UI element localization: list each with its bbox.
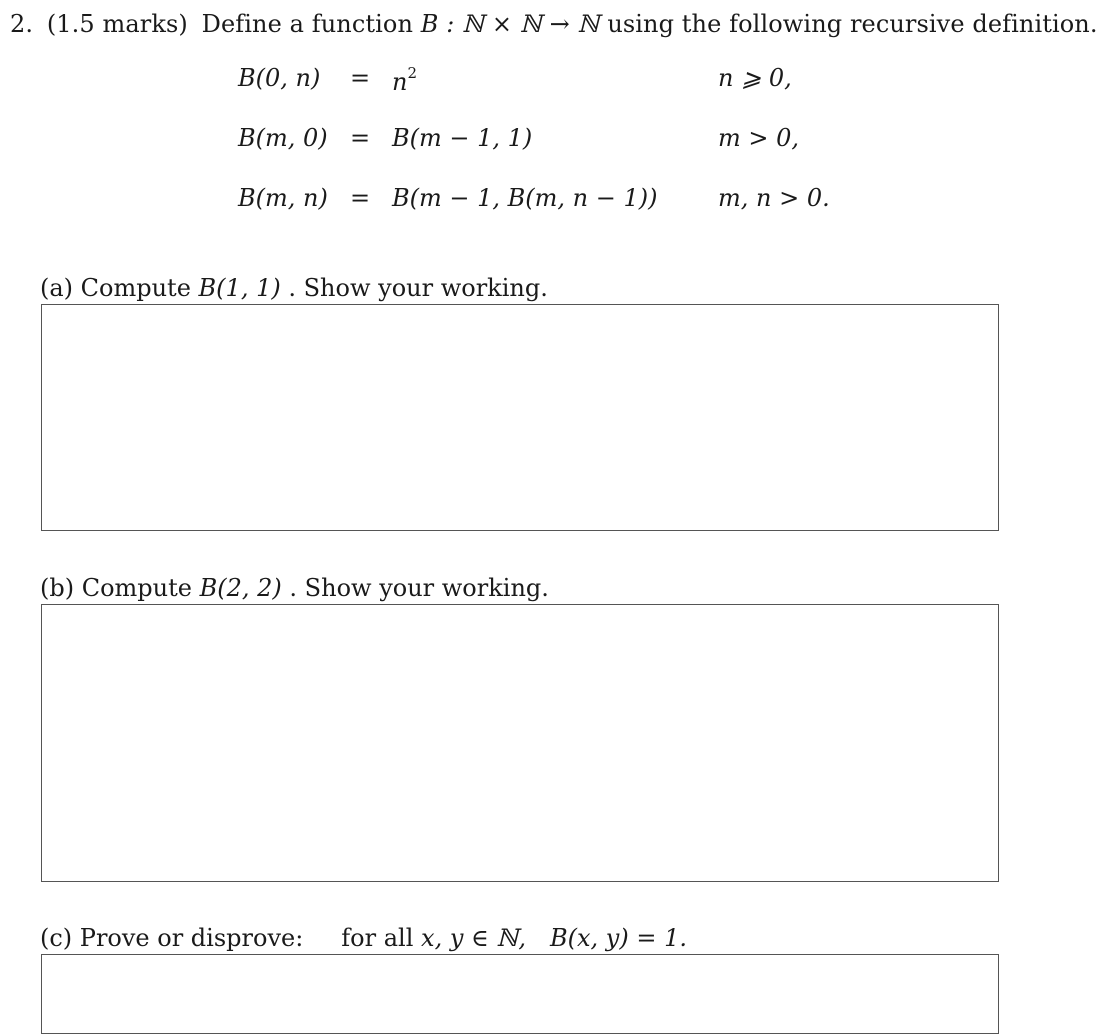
- part-c-statement-prefix: for all: [341, 924, 414, 952]
- part-b-tail: . Show your working.: [289, 574, 549, 602]
- definition-row: [0, 184, 1024, 218]
- part-b-prompt: [40, 574, 549, 602]
- part-b-expression: B(2, 2): [199, 574, 282, 602]
- definition-rhs: [392, 64, 417, 96]
- part-b-label: (b) Compute: [40, 574, 192, 602]
- part-b-answer-box[interactable]: [41, 604, 999, 882]
- definition-equals: =: [350, 184, 371, 212]
- definition-equals: =: [350, 64, 371, 92]
- question-outro: using the following recursive definition.: [607, 10, 1098, 38]
- part-c-label: (c) Prove or disprove:: [40, 924, 304, 952]
- definition-row: [0, 124, 1024, 158]
- function-signature: B : ℕ × ℕ → ℕ: [420, 10, 600, 38]
- question-marks: (1.5 marks): [46, 10, 188, 38]
- definition-condition: n ⩾ 0,: [718, 64, 792, 92]
- part-a-answer-box[interactable]: [41, 304, 999, 531]
- question-intro: Define a function: [201, 10, 414, 38]
- definition-rhs: B(m − 1, B(m, n − 1)): [392, 184, 658, 212]
- definition-condition: m > 0,: [718, 124, 800, 152]
- definition-condition: m, n > 0.: [718, 184, 830, 212]
- part-a-expression: B(1, 1): [198, 274, 281, 302]
- part-c-claim: B(x, y) = 1.: [549, 924, 687, 952]
- part-c-answer-box[interactable]: [41, 954, 999, 1034]
- definition-row: [0, 64, 1024, 98]
- part-c-variables: x, y ∈ ℕ,: [421, 924, 526, 952]
- definition-rhs-exponent: 2: [407, 64, 418, 82]
- question-number: 2.: [10, 10, 34, 38]
- definition-rhs: B(m − 1, 1): [392, 124, 533, 152]
- part-a-prompt: [40, 274, 548, 302]
- definition-lhs: B(m, 0): [238, 124, 328, 152]
- part-c-prompt: [40, 924, 687, 952]
- definition-lhs: B(m, n): [238, 184, 328, 212]
- definition-rhs-base: n: [392, 68, 408, 96]
- part-a-label: (a) Compute: [40, 274, 191, 302]
- definition-lhs: B(0, n): [238, 64, 321, 92]
- part-a-tail: . Show your working.: [288, 274, 548, 302]
- question-statement: [10, 10, 1098, 38]
- definition-equals: =: [350, 124, 371, 152]
